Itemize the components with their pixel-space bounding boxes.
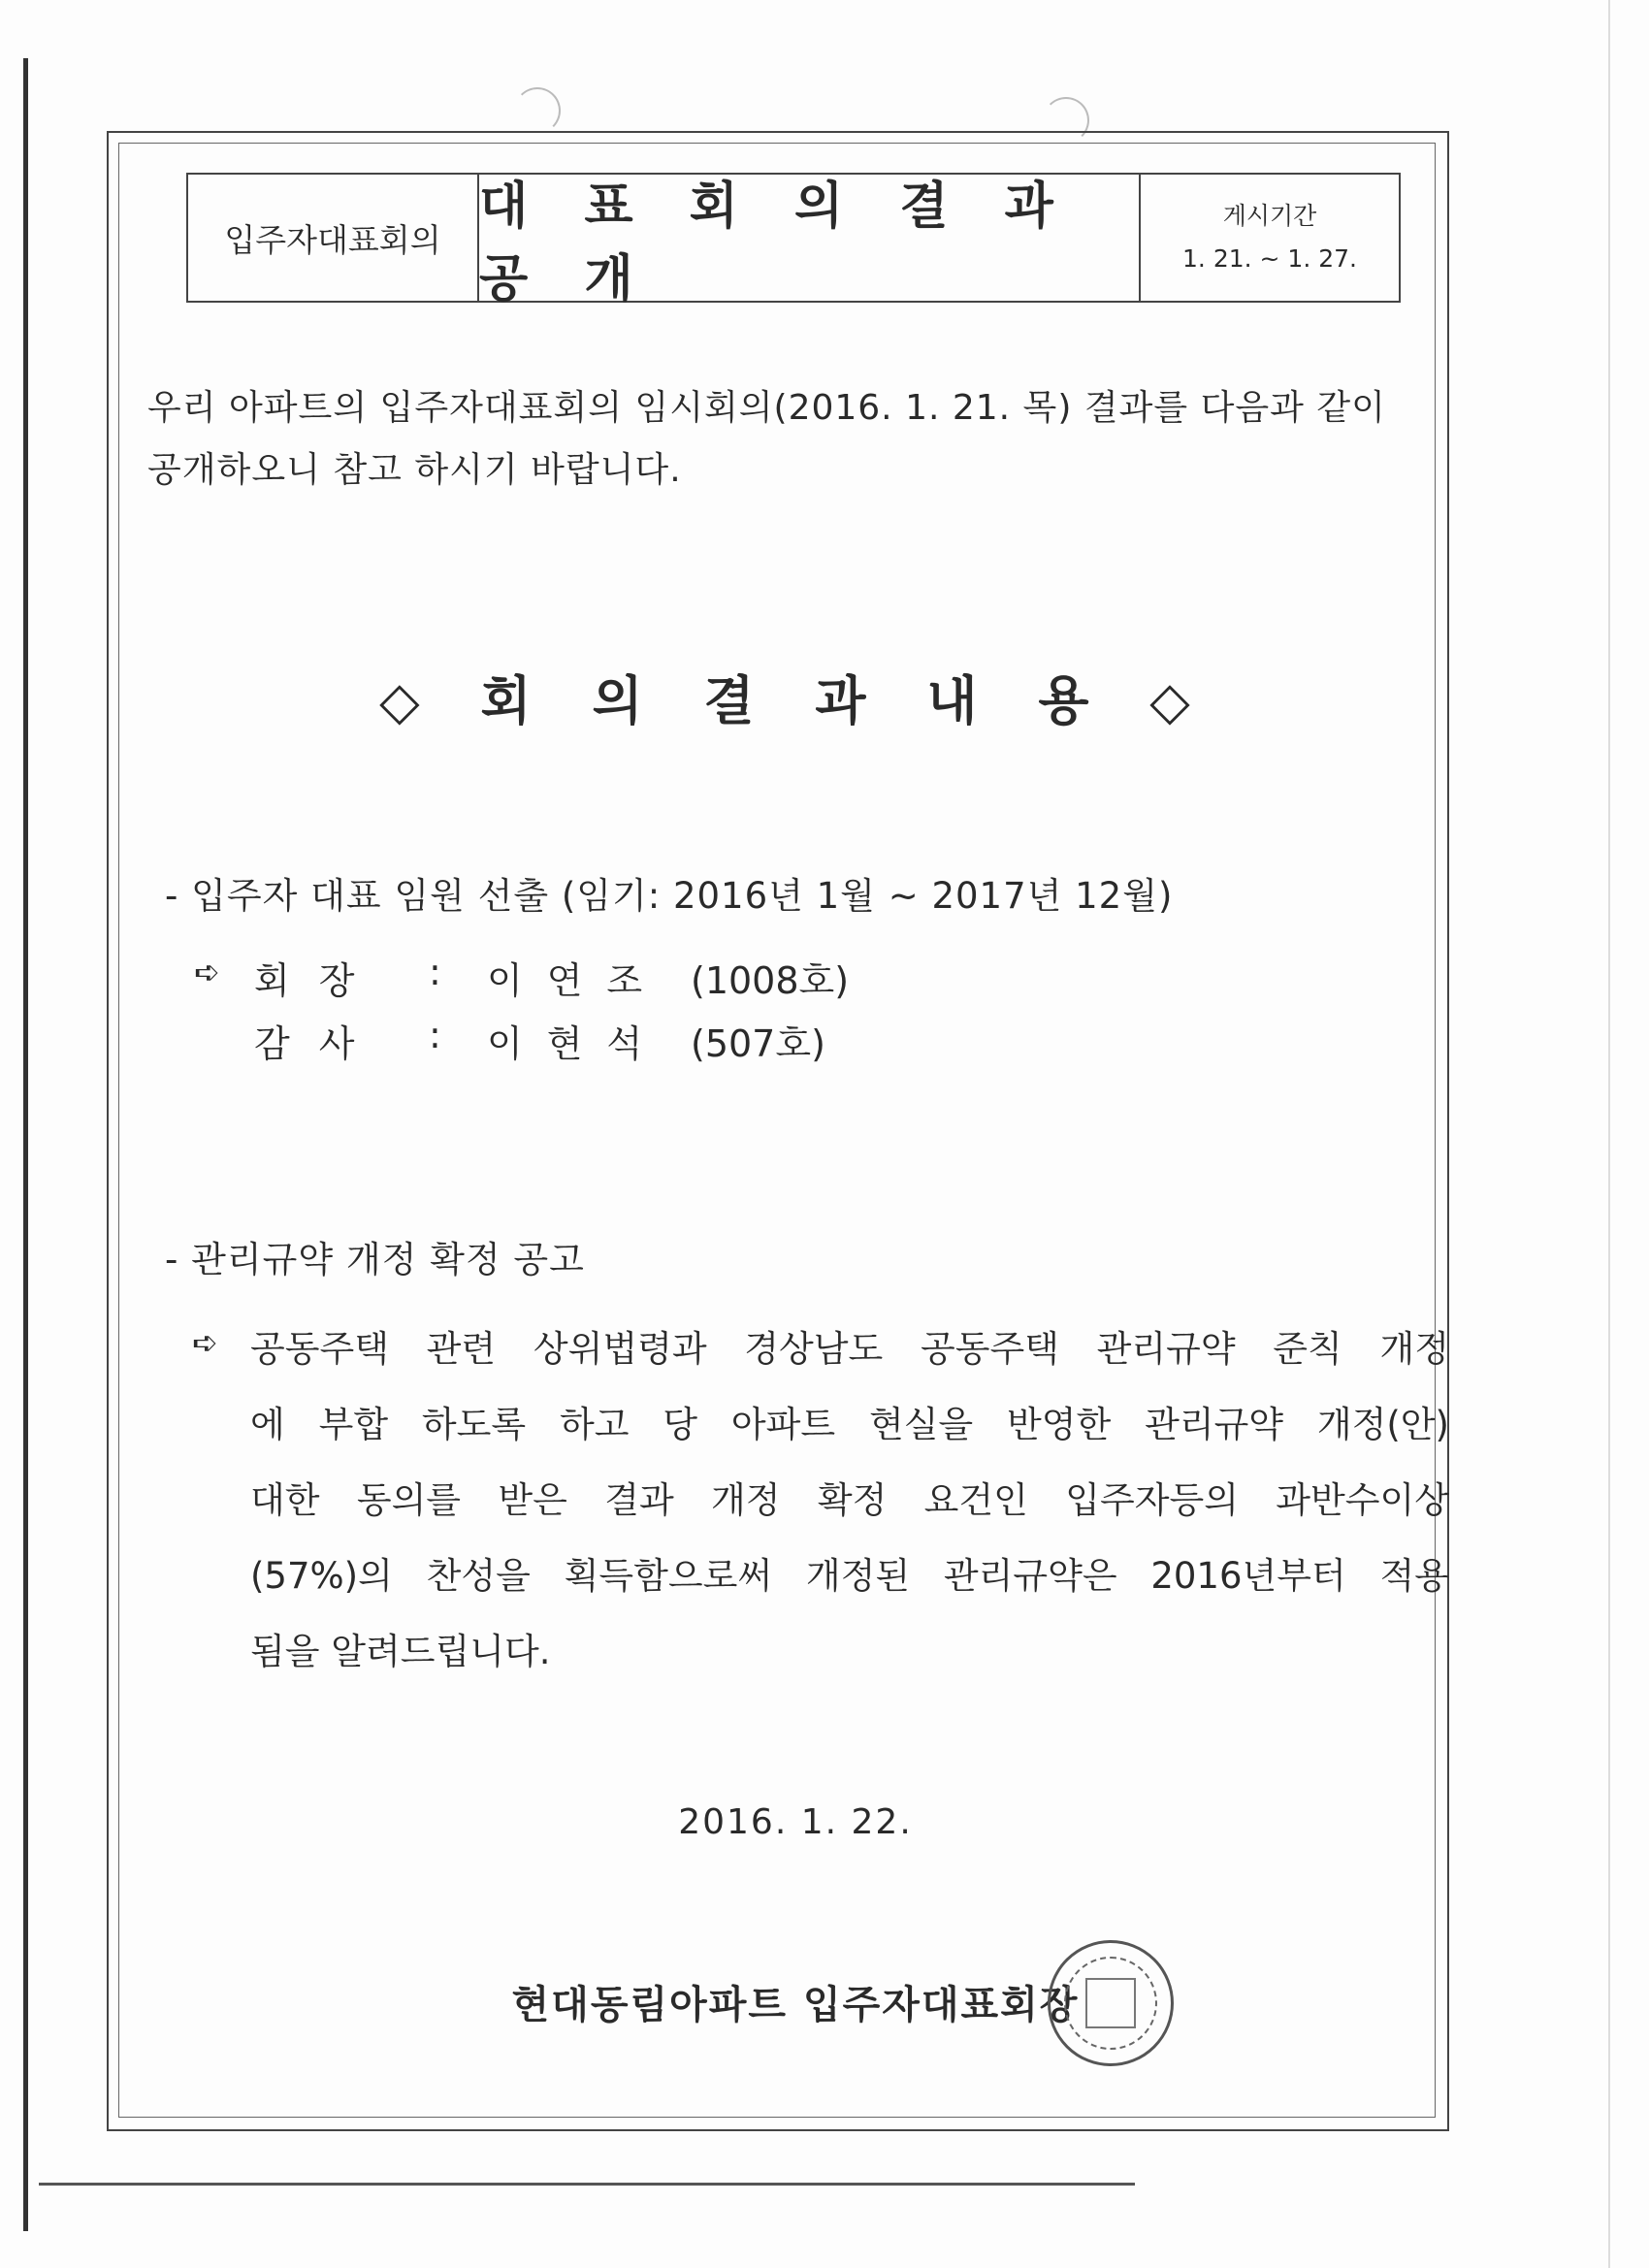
officer-role: 감사 (254, 1022, 384, 1065)
signer: 현대동림아파트 입주자대표회장 (511, 1983, 1080, 2027)
officer-row-auditor (254, 1014, 825, 1067)
scan-edge-bottom (39, 2183, 1135, 2186)
rules-line-5: 됨을 알려드립니다. (250, 1631, 551, 1672)
posting-period-value: 1. 21. ~ 1. 27. (1182, 244, 1357, 273)
scan-edge-left (23, 58, 28, 2231)
officer-name: 이현석 (487, 1022, 667, 1065)
officer-name: 이연조 (487, 959, 667, 1002)
arrow-icon: ➪ (192, 1324, 219, 1361)
officer-colon: : (429, 1014, 441, 1056)
officer-unit: (1008호) (691, 959, 850, 1002)
header-org: 입주자대표회의 (188, 175, 479, 301)
officer-role: 회장 (254, 959, 384, 1002)
rules-heading: - 관리규약 개정 확정 공고 (165, 1239, 585, 1280)
officer-colon: : (429, 951, 441, 993)
intro-line-1: 우리 아파트의 입주자대표회의 임시회의(2016. 1. 21. 목) 결과를 다음과 같이 (147, 388, 1386, 428)
punch-hole-mark (514, 87, 561, 134)
official-seal-stamp (1048, 1940, 1174, 2066)
rules-line-4: (57%)의 찬성을 획득함으로써 개정된 관리규약은 2016년부터 적용 (250, 1555, 1449, 1597)
header-posting-period (1141, 175, 1399, 301)
election-heading: - 입주자 대표 임원 선출 (임기: 2016년 1월 ~ 2017년 12월) (165, 875, 1174, 917)
rules-line-2: 에 부합 하도록 하고 당 아파트 현실을 반영한 관리규약 개정(안) (250, 1404, 1449, 1445)
rules-line-1: 공동주택 관련 상위법령과 경상남도 공동주택 관리규약 준칙 개정 (250, 1328, 1449, 1370)
posting-period-label: 게시기간 (1222, 202, 1317, 230)
header-title: 대 표 회 의 결 과 공 개 (479, 175, 1141, 301)
scan-edge-right (1608, 0, 1610, 2268)
header-table (186, 173, 1401, 308)
intro-line-2: 공개하오니 참고 하시기 바랍니다. (147, 450, 682, 490)
rules-line-3: 대한 동의를 받은 결과 개정 확정 요건인 입주자등의 과반수이상 (250, 1479, 1449, 1521)
arrow-icon: ➪ (194, 954, 221, 990)
document-date: 2016. 1. 22. (678, 1802, 913, 1842)
officer-unit: (507호) (691, 1022, 825, 1065)
officer-row-chair (254, 951, 849, 1004)
section-title: ◇ 회 의 결 과 내 용 ◇ (379, 670, 1212, 731)
